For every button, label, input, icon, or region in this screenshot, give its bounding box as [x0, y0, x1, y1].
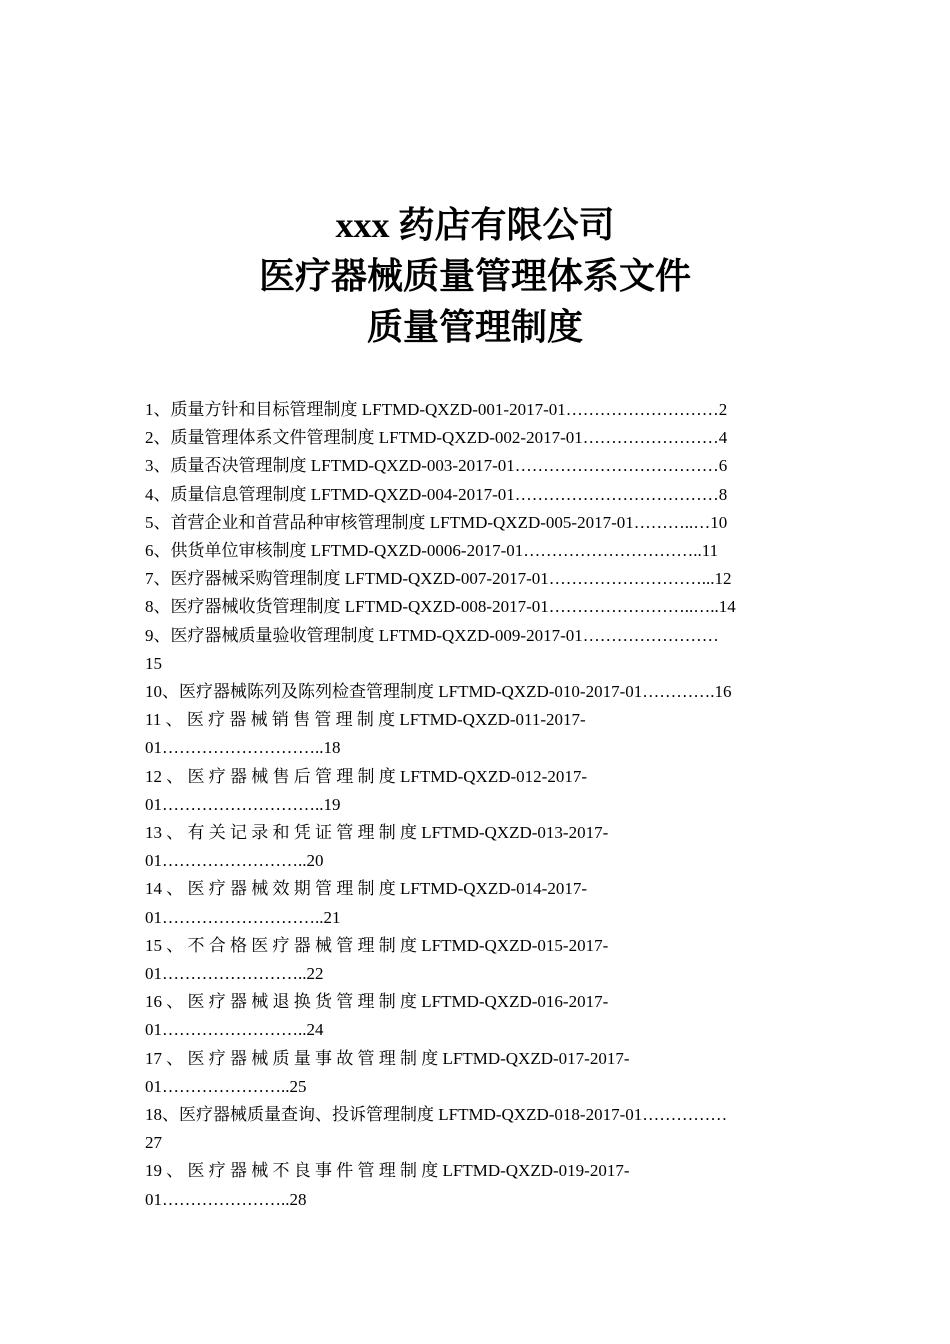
- toc-line: 1、质量方针和目标管理制度 LFTMD-QXZD-001-2017-01………………………2: [145, 400, 728, 419]
- toc-page-number: 15: [145, 653, 162, 673]
- toc-line-continuation: 01……………………..20: [145, 851, 324, 871]
- toc-line: 14 、 医 疗 器 械 效 期 管 理 制 度 LFTMD-QXZD-014-2017-: [145, 879, 587, 899]
- toc-line: 18、医疗器械质量查询、投诉管理制度 LFTMD-QXZD-018-2017-01……………: [145, 1105, 728, 1125]
- company-title: xxx 药店有限公司: [335, 205, 615, 245]
- toc-line: 9、医疗器械质量验收管理制度 LFTMD-QXZD-009-2017-01……………………: [145, 625, 719, 645]
- toc-line: 13 、 有 关 记 录 和 凭 证 管 理 制 度 LFTMD-QXZD-013-2017-: [145, 823, 609, 843]
- toc-page-number: 27: [145, 1133, 162, 1153]
- toc-line-continuation: 01………………………..21: [145, 907, 341, 927]
- toc-line-continuation: 01…………………..25: [145, 1076, 307, 1096]
- toc-line: 2、质量管理体系文件管理制度 LFTMD-QXZD-002-2017-01……………………4: [145, 428, 728, 448]
- toc-line-continuation: 01………………………..19: [145, 794, 341, 814]
- toc-line: 4、质量信息管理制度 LFTMD-QXZD-004-2017-01………………………………8: [145, 484, 728, 504]
- toc-line: 12 、 医 疗 器 械 售 后 管 理 制 度 LFTMD-QXZD-012-2017-: [145, 766, 587, 786]
- document-title: 医疗器械质量管理体系文件: [258, 256, 691, 296]
- toc-line: 17 、 医 疗 器 械 质 量 事 故 管 理 制 度 LFTMD-QXZD-017-2017-: [145, 1048, 630, 1068]
- toc-line: 15 、 不 合 格 医 疗 器 械 管 理 制 度 LFTMD-QXZD-015-2017-: [145, 935, 609, 955]
- toc-line: 7、医疗器械采购管理制度 LFTMD-QXZD-007-2017-01………………………...12: [145, 569, 732, 589]
- toc-line-continuation: 01………………………..18: [145, 738, 341, 758]
- toc-line: 19 、 医 疗 器 械 不 良 事 件 管 理 制 度 LFTMD-QXZD-019-2017-: [145, 1161, 630, 1181]
- toc-line: 5、首营企业和首营品种审核管理制度 LFTMD-QXZD-005-2017-01………..…10: [145, 512, 728, 532]
- toc-line: 16 、 医 疗 器 械 退 换 货 管 理 制 度 LFTMD-QXZD-016-2017-: [145, 992, 609, 1012]
- table-of-contents: [145, 396, 807, 1214]
- toc-line: 11 、 医 疗 器 械 销 售 管 理 制 度 LFTMD-QXZD-011-2017-: [145, 710, 586, 730]
- toc-line: 10、医疗器械陈列及陈列检查管理制度 LFTMD-QXZD-010-2017-01………….16: [145, 682, 732, 702]
- toc-line-continuation: 01……………………..24: [145, 1020, 324, 1040]
- toc-line: 8、医疗器械收货管理制度 LFTMD-QXZD-008-2017-01……………………..…..14: [145, 597, 736, 617]
- toc-line-continuation: 01……………………..22: [145, 964, 324, 984]
- toc-line: 3、质量否决管理制度 LFTMD-QXZD-003-2017-01………………………………6: [145, 456, 728, 476]
- section-title: 质量管理制度: [366, 307, 583, 347]
- title-block: [0, 200, 950, 353]
- toc-line: 6、供货单位审核制度 LFTMD-QXZD-0006-2017-01…………………………..11: [145, 541, 719, 561]
- toc-line-continuation: 01…………………..28: [145, 1189, 307, 1209]
